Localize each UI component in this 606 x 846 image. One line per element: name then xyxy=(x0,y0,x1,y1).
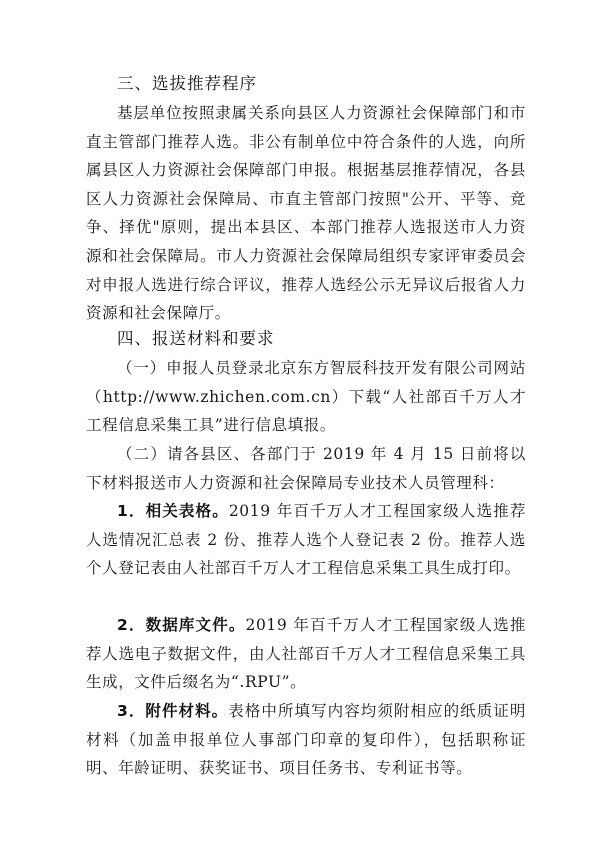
sub-item-2-paragraph xyxy=(86,611,526,697)
item-1-paragraph: （一）申报人员登录北京东方智辰科技开发有限公司网站（http://www.zhichen.com.cn）下载“人社部百千万人才工程信息采集工具”进行信息填报。 xyxy=(86,359,526,435)
sub-item-3-body: 表格中所填写内容均须附相应的纸质证明材料（加盖申报单位人事部门印章的复印件），包括职称证明、年龄证明、获奖证书、项目任务书、专利证书等。 xyxy=(86,702,526,778)
sub-item-3-paragraph xyxy=(86,697,526,783)
section-3-heading: 三、选拔推荐程序 xyxy=(117,74,257,93)
sub-item-1-paragraph xyxy=(86,497,526,583)
sub-item-2-body: 2019 年百千万人才工程国家级人选推荐人选电子数据文件，由人社部百千万人才工程信息采集工具生成，文件后缀名为“.RPU”。 xyxy=(86,616,526,692)
sub-item-1-body: 2019 年百千万人才工程国家级人选推荐人选情况汇总表 2 份、推荐人选个人登记表 2 份。推荐人选个人登记表由人社部百千万人才工程信息采集工具生成打印。 xyxy=(86,502,526,578)
section-3-body: 基层单位按照隶属关系向县区人力资源社会保障部门和市直主管部门推荐人选。非公有制单位中符合条件的人选，向所属县区人力资源社会保障部门申报。根据基层推荐情况，各县区人力资源社会保障局、市直主管部门按照"公开、平等、竞争、择优"原则，提出本县区、本部门推荐人选报送市人力资源和社会保障局。市人力资源社会保障局组织专家评审委员会对申报人选进行综合评议，推荐人选经公示无异议后报省人力资源和社会保障厅。 xyxy=(86,104,526,323)
sub-item-3-label: 3．附件材料。 xyxy=(117,702,229,720)
section-4-heading: 四、报送材料和要求 xyxy=(117,329,275,348)
sub-item-2-label: 2．数据库文件。 xyxy=(117,616,246,634)
item-2-paragraph: （二）请各县区、各部门于 2019 年 4 月 15 日前将以下材料报送市人力资源和社会保障局专业技术人员管理科： xyxy=(86,445,526,492)
sub-item-1-label: 1．相关表格。 xyxy=(117,502,229,520)
